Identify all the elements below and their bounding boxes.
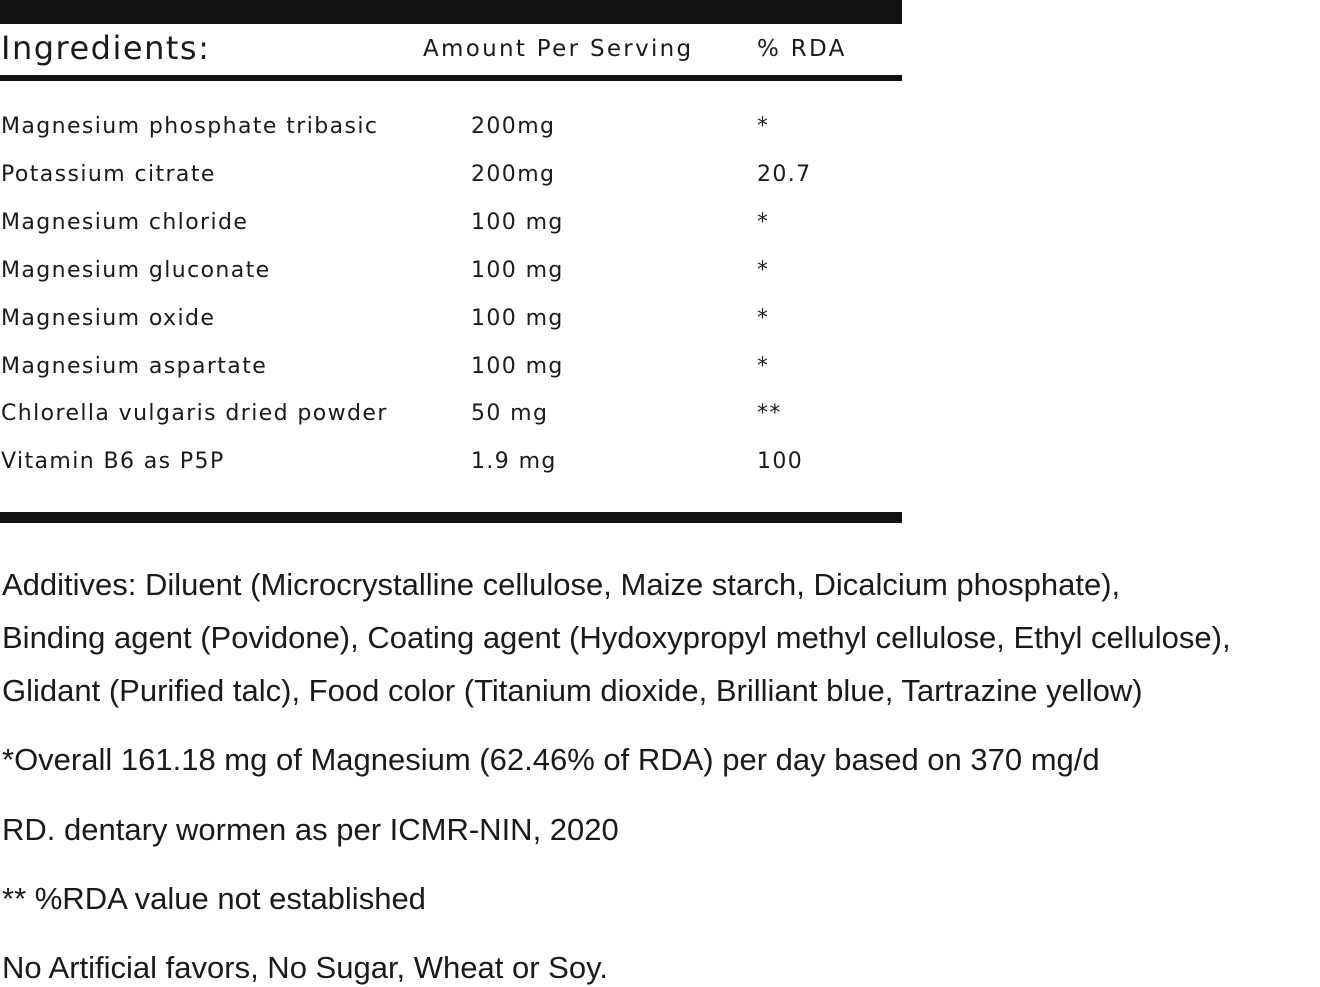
amount-column-header: Amount Per Serving (423, 36, 694, 62)
ingredient-name: Magnesium phosphate tribasic (1, 114, 379, 139)
rda-not-established-note: ** %RDA value not established (2, 881, 426, 916)
ingredient-name: Potassium citrate (1, 162, 216, 187)
ingredient-rda: * (757, 354, 770, 379)
ingredient-rda: * (757, 210, 770, 235)
ingredient-rda: * (757, 306, 770, 331)
ingredient-amount: 200mg (471, 114, 556, 139)
bottom-rule (0, 512, 902, 523)
ingredient-amount: 50 mg (471, 401, 549, 426)
ingredient-amount: 100 mg (471, 210, 564, 235)
ingredient-amount: 100 mg (471, 258, 564, 283)
ingredient-rda: * (757, 258, 770, 283)
additives-line: Glidant (Purified talc), Food color (Titanium dioxide, Brilliant blue, Tartrazine yellow) (2, 673, 1143, 708)
ingredient-rda: 20.7 (757, 162, 812, 187)
rda-column-header: % RDA (757, 36, 847, 62)
ingredient-amount: 100 mg (471, 306, 564, 331)
ingredient-amount: 100 mg (471, 354, 564, 379)
ingredient-name: Vitamin B6 as P5P (1, 449, 225, 474)
rda-reference-note: RD. dentary wormen as per ICMR-NIN, 2020 (2, 812, 619, 847)
ingredient-rda: * (757, 114, 770, 139)
ingredient-rda: ** (757, 401, 782, 426)
ingredient-rda: 100 (757, 449, 804, 474)
ingredient-amount: 200mg (471, 162, 556, 187)
ingredient-amount: 1.9 mg (471, 449, 557, 474)
additives-line: Additives: Diluent (Microcrystalline cellulose, Maize starch, Dicalcium phosphate), (2, 567, 1121, 602)
ingredient-name: Chlorella vulgaris dried powder (1, 401, 388, 426)
ingredients-heading: Ingredients: (1, 29, 211, 67)
free-from-note: No Artificial favors, No Sugar, Wheat or Soy. (2, 950, 608, 985)
ingredient-name: Magnesium chloride (1, 210, 249, 235)
additives-line: Binding agent (Povidone), Coating agent (Hydoxypropyl methyl cellulose, Ethyl cellulose), (2, 620, 1231, 655)
ingredient-name: Magnesium gluconate (1, 258, 271, 283)
magnesium-overall-note: *Overall 161.18 mg of Magnesium (62.46% of RDA) per day based on 370 mg/d (2, 742, 1100, 777)
ingredient-name: Magnesium aspartate (1, 354, 268, 379)
header-rule (0, 75, 902, 81)
ingredient-name: Magnesium oxide (1, 306, 216, 331)
top-rule (0, 0, 902, 24)
